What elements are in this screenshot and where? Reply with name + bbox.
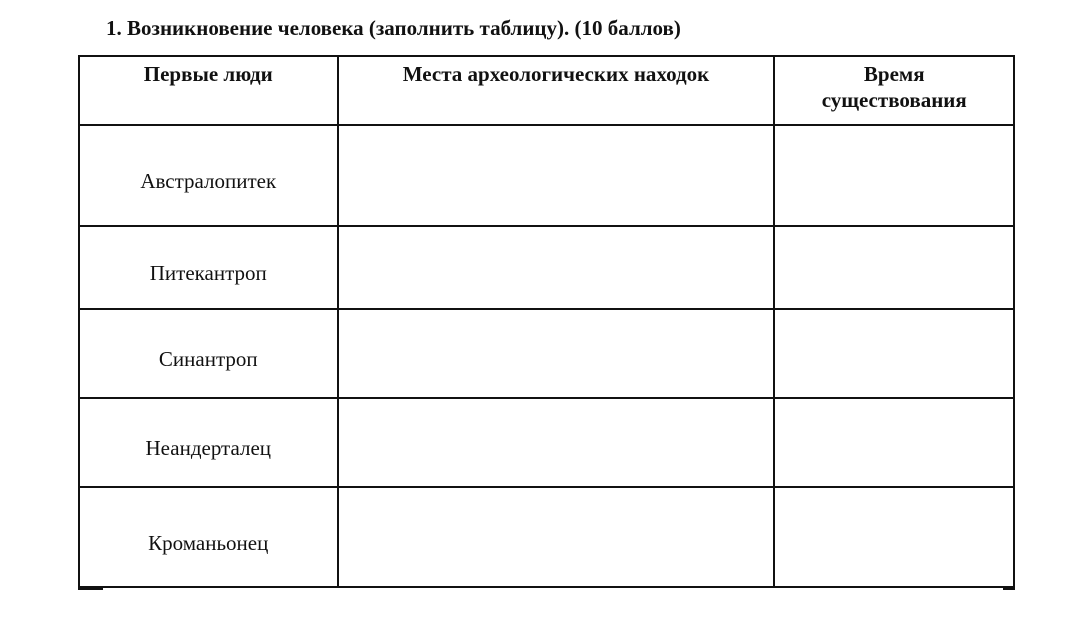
header-time-period [774, 56, 1014, 125]
header-row [79, 56, 1014, 125]
time-cell[interactable] [774, 487, 1014, 587]
places-cell[interactable] [338, 487, 775, 587]
row-name: Питекантроп [149, 261, 267, 285]
bottom-border-mark-left [78, 588, 103, 590]
row-name-cell [79, 226, 338, 309]
fill-in-table [78, 55, 1015, 588]
row-name-cell [79, 398, 338, 487]
table-row [79, 226, 1014, 309]
places-cell[interactable] [338, 125, 775, 226]
bottom-border-mark-right [1003, 588, 1015, 590]
table-row [79, 398, 1014, 487]
places-cell[interactable] [338, 309, 775, 398]
header-find-places: Места археологических находок [338, 56, 775, 125]
header-time-line1: Время [863, 62, 925, 86]
time-cell[interactable] [774, 398, 1014, 487]
table-row [79, 487, 1014, 587]
task-heading: 1. Возникновение человека (заполнить таблицу). (10 баллов) [106, 16, 681, 40]
table-row [79, 125, 1014, 226]
table-row [79, 309, 1014, 398]
time-cell[interactable] [774, 226, 1014, 309]
row-name-cell [79, 487, 338, 587]
row-name: Австралопитек [140, 169, 277, 193]
header-time-line2: существования [821, 88, 967, 112]
header-first-people: Первые люди [79, 56, 338, 125]
time-cell[interactable] [774, 125, 1014, 226]
row-name-cell [79, 309, 338, 398]
places-cell[interactable] [338, 226, 775, 309]
time-cell[interactable] [774, 309, 1014, 398]
row-name: Неандерталец [145, 436, 272, 460]
row-name: Синантроп [158, 347, 258, 371]
row-name-cell [79, 125, 338, 226]
places-cell[interactable] [338, 398, 775, 487]
row-name: Кроманьонец [148, 530, 269, 555]
